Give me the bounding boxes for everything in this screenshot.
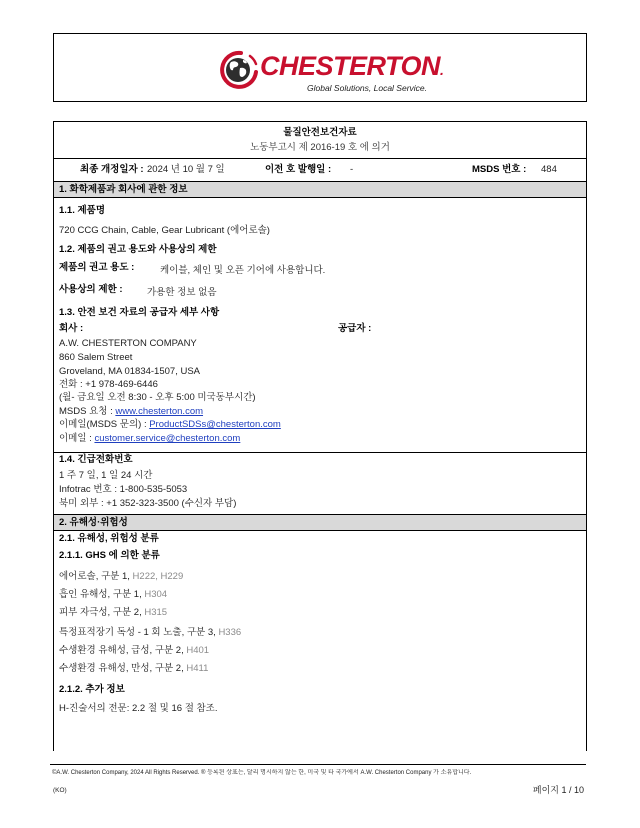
classification-text: 특정표적장기 독성 - 1 회 노출, 구분 3,	[59, 627, 216, 638]
chesterton-website-link[interactable]: www.chesterton.com	[115, 406, 204, 417]
classification-text: 수생환경 유해성, 급성, 구분 2,	[59, 645, 184, 656]
subsection-2-1-2-heading: 2.1.2. 추가 정보	[59, 684, 125, 695]
copyright-notice: ©A.W. Chesterton Company, 2024 All Rights Reserved. ® 등록된 상표는, 달리 명시하지 않는 한, 미국 및 타 국가에서 A.W. Chesterton Company 가 소유합니다.	[52, 770, 472, 776]
classification-text: 피부 자극성, 구분 2,	[59, 607, 142, 618]
msds-request-label: MSDS 요청 :	[59, 406, 113, 417]
globe-swoosh-icon	[217, 50, 259, 95]
msds-number-value: 484	[541, 164, 557, 175]
hazard-codes: H411	[186, 663, 209, 674]
msds-email-link[interactable]: ProductSDSs@chesterton.com	[149, 419, 281, 430]
company-label: 회사 :	[59, 323, 84, 334]
previous-issue-label: 이전 호 발행일 :	[265, 164, 332, 175]
subsection-2-1-heading: 2.1. 유해성, 위험성 분류	[59, 533, 159, 544]
restriction-label: 사용상의 제한 :	[59, 284, 123, 295]
msds-email-line	[59, 419, 281, 431]
ghs-classification-item	[59, 645, 209, 657]
ghs-classification-item	[59, 589, 167, 601]
emergency-line: 1 주 7 일, 1 일 24 시간	[59, 470, 153, 481]
recommended-use-label: 제품의 권고 용도 :	[59, 262, 135, 273]
hazard-codes: H222, H229	[132, 571, 184, 582]
ghs-classification-item	[59, 663, 208, 675]
brand-tagline: Global Solutions, Local Service.	[307, 83, 428, 93]
service-email-line	[59, 433, 240, 445]
classification-text: 수생환경 유해성, 만성, 구분 2,	[59, 663, 184, 674]
company-hours: (월- 금요일 오전 8:30 - 오후 5:00 미국동부시간)	[59, 392, 256, 403]
ghs-classification-item	[59, 607, 167, 619]
hazard-codes: H315	[144, 607, 168, 618]
previous-issue-value: -	[350, 164, 354, 175]
ghs-classification-item	[59, 571, 183, 583]
emergency-line: 북미 외부 : +1 352-323-3500 (수신자 부담)	[59, 498, 237, 509]
subsection-1-2-heading: 1.2. 제품의 권고 용도와 사용상의 제한	[59, 244, 217, 255]
document-subtitle: 노동부고시 제 2016-19 호 에 의거	[250, 142, 390, 153]
subsection-1-3-heading: 1.3. 안전 보건 자료의 공급자 세부 사항	[59, 307, 220, 318]
company-street: 860 Salem Street	[59, 352, 133, 363]
brand-logo-text	[260, 51, 443, 85]
brand-name: CHESTERTON	[260, 51, 441, 81]
additional-info-text: H-진술서의 전문: 2.2 절 및 16 절 참조.	[59, 703, 218, 714]
msds-number-label: MSDS 번호 :	[472, 164, 527, 175]
service-email-link[interactable]: customer.service@chesterton.com	[94, 433, 241, 444]
brand-dot: .	[440, 62, 444, 78]
revision-date-value: 2024 년 10 월 7 일	[147, 164, 225, 175]
company-city: Groveland, MA 01834-1507, USA	[59, 366, 201, 377]
footer-divider	[50, 764, 586, 765]
document-title: 물질안전보건자료	[283, 127, 357, 138]
divider	[54, 452, 586, 453]
hazard-codes: H336	[218, 627, 242, 638]
section-1-heading: 1. 화학제품과 회사에 관한 정보	[59, 184, 188, 195]
revision-date-label: 최종 개정일자 :	[80, 164, 144, 175]
classification-text: 흡인 유해성, 구분 1,	[59, 589, 142, 600]
company-name: A.W. CHESTERTON COMPANY	[59, 338, 197, 349]
hazard-codes: H401	[186, 645, 210, 656]
subsection-1-4-heading: 1.4. 긴급전화번호	[59, 454, 133, 465]
classification-text: 에어로솔, 구분 1,	[59, 571, 130, 582]
section-2-heading: 2. 유해성·위험성	[59, 517, 128, 528]
divider	[54, 158, 586, 159]
page-number: 페이지 1 / 10	[532, 785, 584, 795]
hazard-codes: H304	[144, 589, 168, 600]
ghs-classification-item	[59, 627, 241, 639]
emergency-line: Infotrac 번호 : 1-800-535-5053	[59, 484, 188, 495]
service-email-label: 이메일 :	[59, 433, 92, 444]
language-code: (KO)	[53, 787, 67, 794]
msds-request-line	[59, 406, 203, 418]
recommended-use-value: 케이블, 체인 및 오픈 기어에 사용합니다.	[160, 265, 326, 276]
section-2-band	[54, 514, 586, 531]
subsection-2-1-1-heading: 2.1.1. GHS 에 의한 분류	[59, 550, 160, 561]
restriction-value: 가용한 정보 없음	[147, 287, 217, 298]
company-phone: 전화 : +1 978-469-6446	[59, 379, 158, 390]
msds-email-label: 이메일(MSDS 문의) :	[59, 419, 147, 430]
subsection-1-1-heading: 1.1. 제품명	[59, 205, 106, 216]
product-name: 720 CCG Chain, Cable, Gear Lubricant (에어로솔)	[59, 225, 270, 236]
supplier-label: 공급자 :	[338, 323, 372, 334]
